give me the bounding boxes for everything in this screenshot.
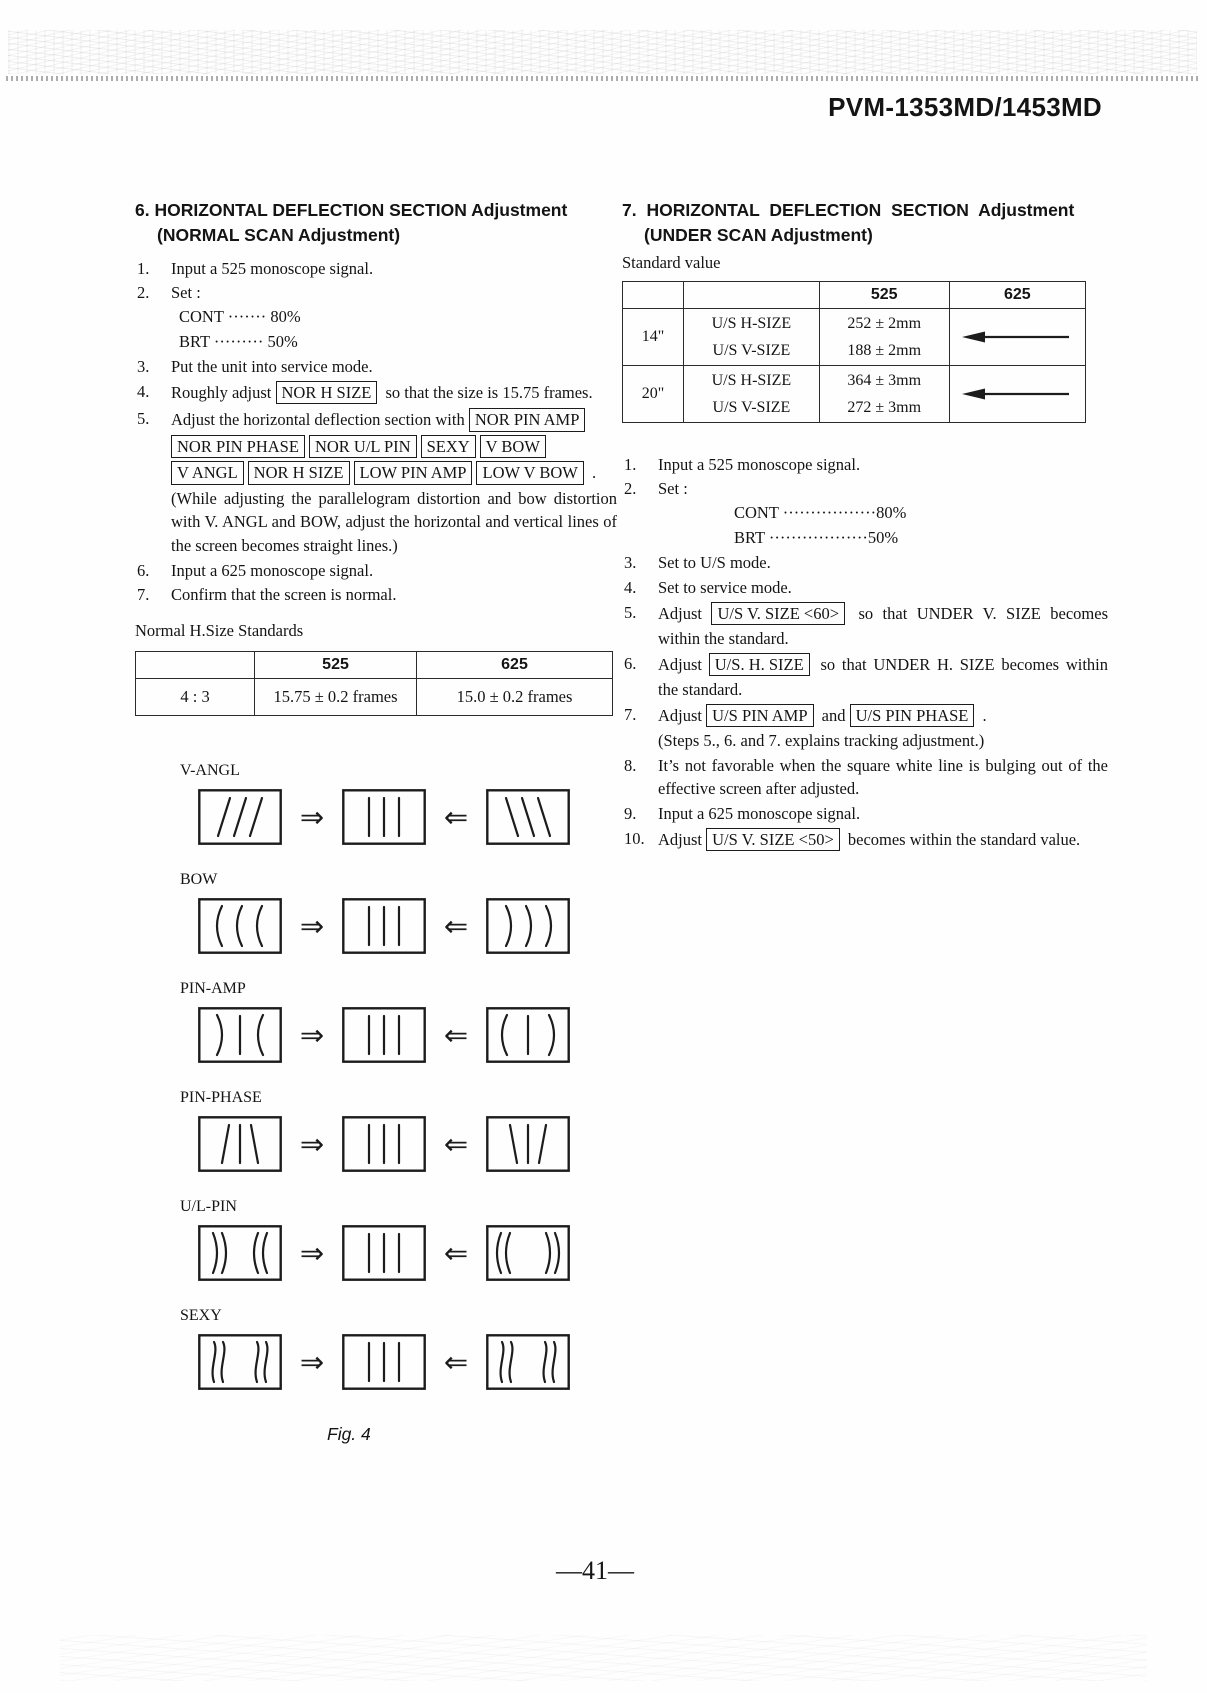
step-number: 7. bbox=[624, 704, 637, 724]
screen-pattern-slant-right bbox=[198, 789, 282, 845]
under-scan-steps bbox=[622, 453, 1108, 853]
text-run: so that UNDER V. SIZE becomes within the standard. bbox=[658, 603, 1108, 649]
list-item bbox=[622, 576, 1108, 600]
parameter-value: 188 ± 2mm bbox=[847, 341, 922, 359]
step-number: 5. bbox=[624, 602, 637, 622]
parameter-label: U/S H-SIZE bbox=[711, 314, 792, 332]
scan-noise-band-bottom bbox=[60, 1635, 1147, 1681]
column-header: 625 bbox=[416, 651, 612, 678]
text-run: Adjust bbox=[658, 654, 709, 674]
text-run: becomes within the standard value. bbox=[843, 829, 1081, 849]
normal-scan-steps bbox=[135, 257, 617, 607]
step-number: 2. bbox=[624, 479, 637, 499]
step-number: 2. bbox=[137, 283, 150, 303]
screen-pattern-wavy bbox=[198, 1334, 282, 1390]
figure-row bbox=[198, 898, 617, 954]
control-name-box: LOW V BOW bbox=[476, 461, 583, 484]
text-run: Adjust bbox=[658, 705, 707, 725]
screen-pattern-keystone-out bbox=[486, 1116, 570, 1172]
parameter-label: U/S H-SIZE bbox=[711, 371, 792, 389]
parameter-cell bbox=[684, 365, 820, 422]
screen-pattern-slant-left bbox=[486, 789, 570, 845]
list-item bbox=[135, 281, 617, 354]
figure-row-label: SEXY bbox=[180, 1306, 222, 1324]
column-header: 525 bbox=[819, 281, 949, 308]
step-text bbox=[658, 756, 1108, 799]
step-number: 10. bbox=[624, 828, 645, 848]
text-run: Roughly adjust bbox=[171, 383, 276, 403]
double-arrow-left-icon: ⇐ bbox=[443, 908, 469, 943]
setting-line: BRT ········· 50% bbox=[179, 331, 298, 351]
column-header bbox=[684, 281, 820, 308]
text-run: It’s not favorable when the square white line is bulging out of the effective screen after adjusted. bbox=[658, 755, 1108, 799]
same-as-525-cell bbox=[949, 365, 1085, 422]
screen-size-cell: 14" bbox=[623, 308, 684, 365]
step-number: 9. bbox=[624, 803, 637, 823]
control-name-box: SEXY bbox=[421, 435, 476, 458]
list-item bbox=[622, 827, 1108, 853]
double-arrow-left-icon: ⇐ bbox=[443, 799, 469, 834]
double-arrow-left-icon: ⇐ bbox=[443, 1126, 469, 1161]
figure-4 bbox=[135, 762, 617, 1445]
standard-value-label: Standard value bbox=[622, 252, 721, 272]
control-name-box: LOW PIN AMP bbox=[354, 461, 473, 484]
screen-pattern-straight bbox=[342, 1225, 426, 1281]
column-header: 525 bbox=[255, 651, 417, 678]
step-text bbox=[171, 283, 201, 302]
step-text bbox=[171, 383, 593, 402]
screen-size-cell: 20" bbox=[623, 365, 684, 422]
text-run: Adjust bbox=[658, 829, 707, 849]
screen-pattern-ulpin-out-in bbox=[486, 1225, 570, 1281]
figure-caption: Fig. 4 bbox=[327, 1423, 371, 1444]
step-number: 6. bbox=[137, 560, 150, 580]
screen-pattern-straight bbox=[342, 898, 426, 954]
figure-row bbox=[198, 1007, 617, 1063]
setting-line: CONT ·················80% bbox=[734, 502, 907, 522]
step-number: 3. bbox=[624, 553, 637, 573]
text-run: Input a 525 monoscope signal. bbox=[171, 258, 374, 278]
text-run: Input a 525 monoscope signal. bbox=[658, 454, 861, 474]
table-cell: 15.0 ± 0.2 frames bbox=[416, 678, 612, 715]
left-arrow-icon bbox=[957, 329, 1077, 345]
text-run: so that UNDER H. SIZE becomes within the standard. bbox=[658, 654, 1108, 700]
text-run: and bbox=[817, 705, 850, 725]
step-text bbox=[658, 830, 1080, 849]
parameter-label: U/S V-SIZE bbox=[712, 398, 791, 416]
setting-line: BRT ··················50% bbox=[734, 527, 899, 547]
scan-noise-line bbox=[6, 76, 1201, 81]
section-6-title: 6. HORIZONTAL DEFLECTION SECTION Adjustment bbox=[135, 200, 568, 220]
setting-line: CONT ······· 80% bbox=[179, 306, 301, 326]
control-name-box: U/S. H. SIZE bbox=[709, 653, 810, 676]
model-header: PVM-1353MD/1453MD bbox=[828, 92, 1102, 122]
table-header-row bbox=[136, 651, 613, 678]
list-item bbox=[135, 407, 617, 557]
control-name-box: NOR U/L PIN bbox=[309, 435, 417, 458]
figure-row-label: BOW bbox=[180, 870, 218, 888]
text-run: Set : bbox=[171, 283, 201, 303]
screen-pattern-pin-convex bbox=[486, 1007, 570, 1063]
step-number: 6. bbox=[624, 653, 637, 673]
figure-row-label: PIN-PHASE bbox=[180, 1088, 262, 1106]
control-name-box: U/S V. SIZE <60> bbox=[711, 602, 845, 625]
parameter-value: 364 ± 3mm bbox=[847, 371, 922, 389]
step-number: 3. bbox=[137, 357, 150, 377]
double-arrow-right-icon: ⇒ bbox=[299, 1017, 325, 1052]
control-name-box: U/S V. SIZE <50> bbox=[706, 828, 840, 851]
control-name-box: NOR H SIZE bbox=[248, 461, 350, 484]
figure-row-label: U/L-PIN bbox=[180, 1197, 237, 1215]
step-text bbox=[658, 455, 860, 474]
text-run: (While adjusting the parallelogram distortion and bow distortion with V. ANGL and BOW, adjust the horizontal and vertical lines of the screen becomes straight lines.) bbox=[171, 488, 617, 555]
list-item bbox=[622, 802, 1108, 826]
control-name-box: NOR H SIZE bbox=[276, 381, 378, 404]
section-normal-scan bbox=[135, 198, 617, 1445]
screen-pattern-straight bbox=[342, 1116, 426, 1172]
step-number: 8. bbox=[624, 755, 637, 775]
figure-row-label: V-ANGL bbox=[180, 761, 240, 779]
hsize-table-title: Normal H.Size Standards bbox=[135, 620, 304, 640]
text-run: Set to U/S mode. bbox=[658, 553, 771, 573]
step-text bbox=[658, 804, 860, 823]
parameter-value: 252 ± 2mm bbox=[847, 314, 922, 332]
normal-hsize-table bbox=[135, 651, 613, 716]
text-run: Input a 625 monoscope signal. bbox=[658, 803, 861, 823]
step-text bbox=[171, 259, 373, 278]
scan-noise-band-top bbox=[8, 30, 1197, 74]
control-name-box: NOR PIN PHASE bbox=[171, 435, 305, 458]
screen-pattern-keystone-in bbox=[198, 1116, 282, 1172]
screen-pattern-bow-right bbox=[486, 898, 570, 954]
figure-rows bbox=[135, 762, 617, 1390]
control-name-box: V BOW bbox=[480, 435, 546, 458]
screen-pattern-straight bbox=[342, 1007, 426, 1063]
double-arrow-left-icon: ⇐ bbox=[443, 1235, 469, 1270]
text-run: Input a 625 monoscope signal. bbox=[171, 560, 374, 580]
step-number: 1. bbox=[624, 454, 637, 474]
list-item bbox=[622, 477, 1108, 550]
same-as-525-cell bbox=[949, 308, 1085, 365]
parameter-cell bbox=[684, 308, 820, 365]
text-run: . bbox=[978, 705, 987, 725]
section-7-heading bbox=[622, 198, 1108, 249]
table-cell: 4 : 3 bbox=[136, 678, 255, 715]
step-text bbox=[171, 561, 373, 580]
list-item bbox=[135, 380, 617, 406]
step-text bbox=[171, 357, 373, 376]
column-header bbox=[623, 281, 684, 308]
double-arrow-left-icon: ⇐ bbox=[443, 1017, 469, 1052]
text-run: Adjust bbox=[658, 603, 712, 623]
list-item bbox=[622, 601, 1108, 651]
text-run: Set to service mode. bbox=[658, 578, 792, 598]
step-number: 5. bbox=[137, 409, 150, 429]
step-number: 4. bbox=[137, 382, 150, 402]
step-text bbox=[658, 479, 688, 498]
list-item bbox=[622, 551, 1108, 575]
double-arrow-left-icon: ⇐ bbox=[443, 1344, 469, 1379]
double-arrow-right-icon: ⇒ bbox=[299, 1235, 325, 1270]
screen-pattern-pin-concave bbox=[198, 1007, 282, 1063]
underscan-table bbox=[622, 281, 1086, 423]
list-item bbox=[135, 559, 617, 583]
section-6-heading bbox=[135, 198, 617, 249]
section-6-subtitle: (NORMAL SCAN Adjustment) bbox=[157, 225, 401, 246]
control-name-box: NOR PIN AMP bbox=[469, 408, 586, 431]
column-header: 625 bbox=[949, 281, 1085, 308]
table-row bbox=[623, 308, 1086, 365]
section-7-title: 7. HORIZONTAL DEFLECTION SECTION Adjustment bbox=[622, 200, 1075, 220]
screen-pattern-bow-left bbox=[198, 898, 282, 954]
list-item bbox=[135, 257, 617, 281]
double-arrow-right-icon: ⇒ bbox=[299, 799, 325, 834]
step-text bbox=[171, 410, 617, 555]
figure-row bbox=[198, 789, 617, 845]
step-number: 1. bbox=[137, 258, 150, 278]
parameter-label: U/S V-SIZE bbox=[712, 341, 791, 359]
double-arrow-right-icon: ⇒ bbox=[299, 1344, 325, 1379]
screen-pattern-ulpin-in-out bbox=[198, 1225, 282, 1281]
control-name-box: U/S PIN PHASE bbox=[850, 704, 975, 727]
left-arrow-icon bbox=[957, 386, 1077, 402]
column-header bbox=[136, 651, 255, 678]
table-cell: 15.75 ± 0.2 frames bbox=[255, 678, 417, 715]
section-under-scan bbox=[622, 198, 1108, 854]
list-item bbox=[622, 652, 1108, 702]
screen-pattern-wavy bbox=[486, 1334, 570, 1390]
double-arrow-right-icon: ⇒ bbox=[299, 908, 325, 943]
list-item bbox=[622, 703, 1108, 753]
step-text bbox=[658, 604, 1108, 648]
text-run: Put the unit into service mode. bbox=[171, 357, 373, 377]
text-run: Set : bbox=[658, 479, 688, 499]
text-run: . bbox=[587, 463, 597, 483]
list-item bbox=[135, 355, 617, 379]
screen-pattern-straight bbox=[342, 1334, 426, 1390]
control-name-box: U/S PIN AMP bbox=[706, 704, 813, 727]
figure-row bbox=[198, 1116, 617, 1172]
step-text bbox=[171, 585, 396, 604]
value-cell bbox=[819, 365, 949, 422]
screen-pattern-straight bbox=[342, 789, 426, 845]
control-name-box: V ANGL bbox=[171, 461, 244, 484]
text-run: (Steps 5., 6. and 7. explains tracking adjustment.) bbox=[658, 731, 985, 751]
table-row bbox=[136, 678, 613, 715]
figure-row bbox=[198, 1334, 617, 1390]
value-cell bbox=[819, 308, 949, 365]
table-header-row bbox=[623, 281, 1086, 308]
step-text bbox=[658, 706, 987, 750]
figure-row-label: PIN-AMP bbox=[180, 979, 246, 997]
text-run: Confirm that the screen is normal. bbox=[171, 585, 397, 605]
list-item bbox=[622, 453, 1108, 477]
list-item bbox=[622, 754, 1108, 801]
step-number: 4. bbox=[624, 578, 637, 598]
step-text bbox=[658, 578, 792, 597]
step-number: 7. bbox=[137, 585, 150, 605]
double-arrow-right-icon: ⇒ bbox=[299, 1126, 325, 1161]
page-number: —41— bbox=[556, 1556, 634, 1585]
step-text bbox=[658, 553, 771, 572]
table-row bbox=[623, 365, 1086, 422]
text-run: so that the size is 15.75 frames. bbox=[381, 383, 593, 403]
text-run: Adjust the horizontal deflection section with bbox=[171, 410, 469, 430]
section-7-subtitle: (UNDER SCAN Adjustment) bbox=[644, 225, 873, 246]
step-text bbox=[658, 655, 1108, 699]
figure-row bbox=[198, 1225, 617, 1281]
parameter-value: 272 ± 3mm bbox=[847, 398, 922, 416]
list-item bbox=[135, 583, 617, 607]
